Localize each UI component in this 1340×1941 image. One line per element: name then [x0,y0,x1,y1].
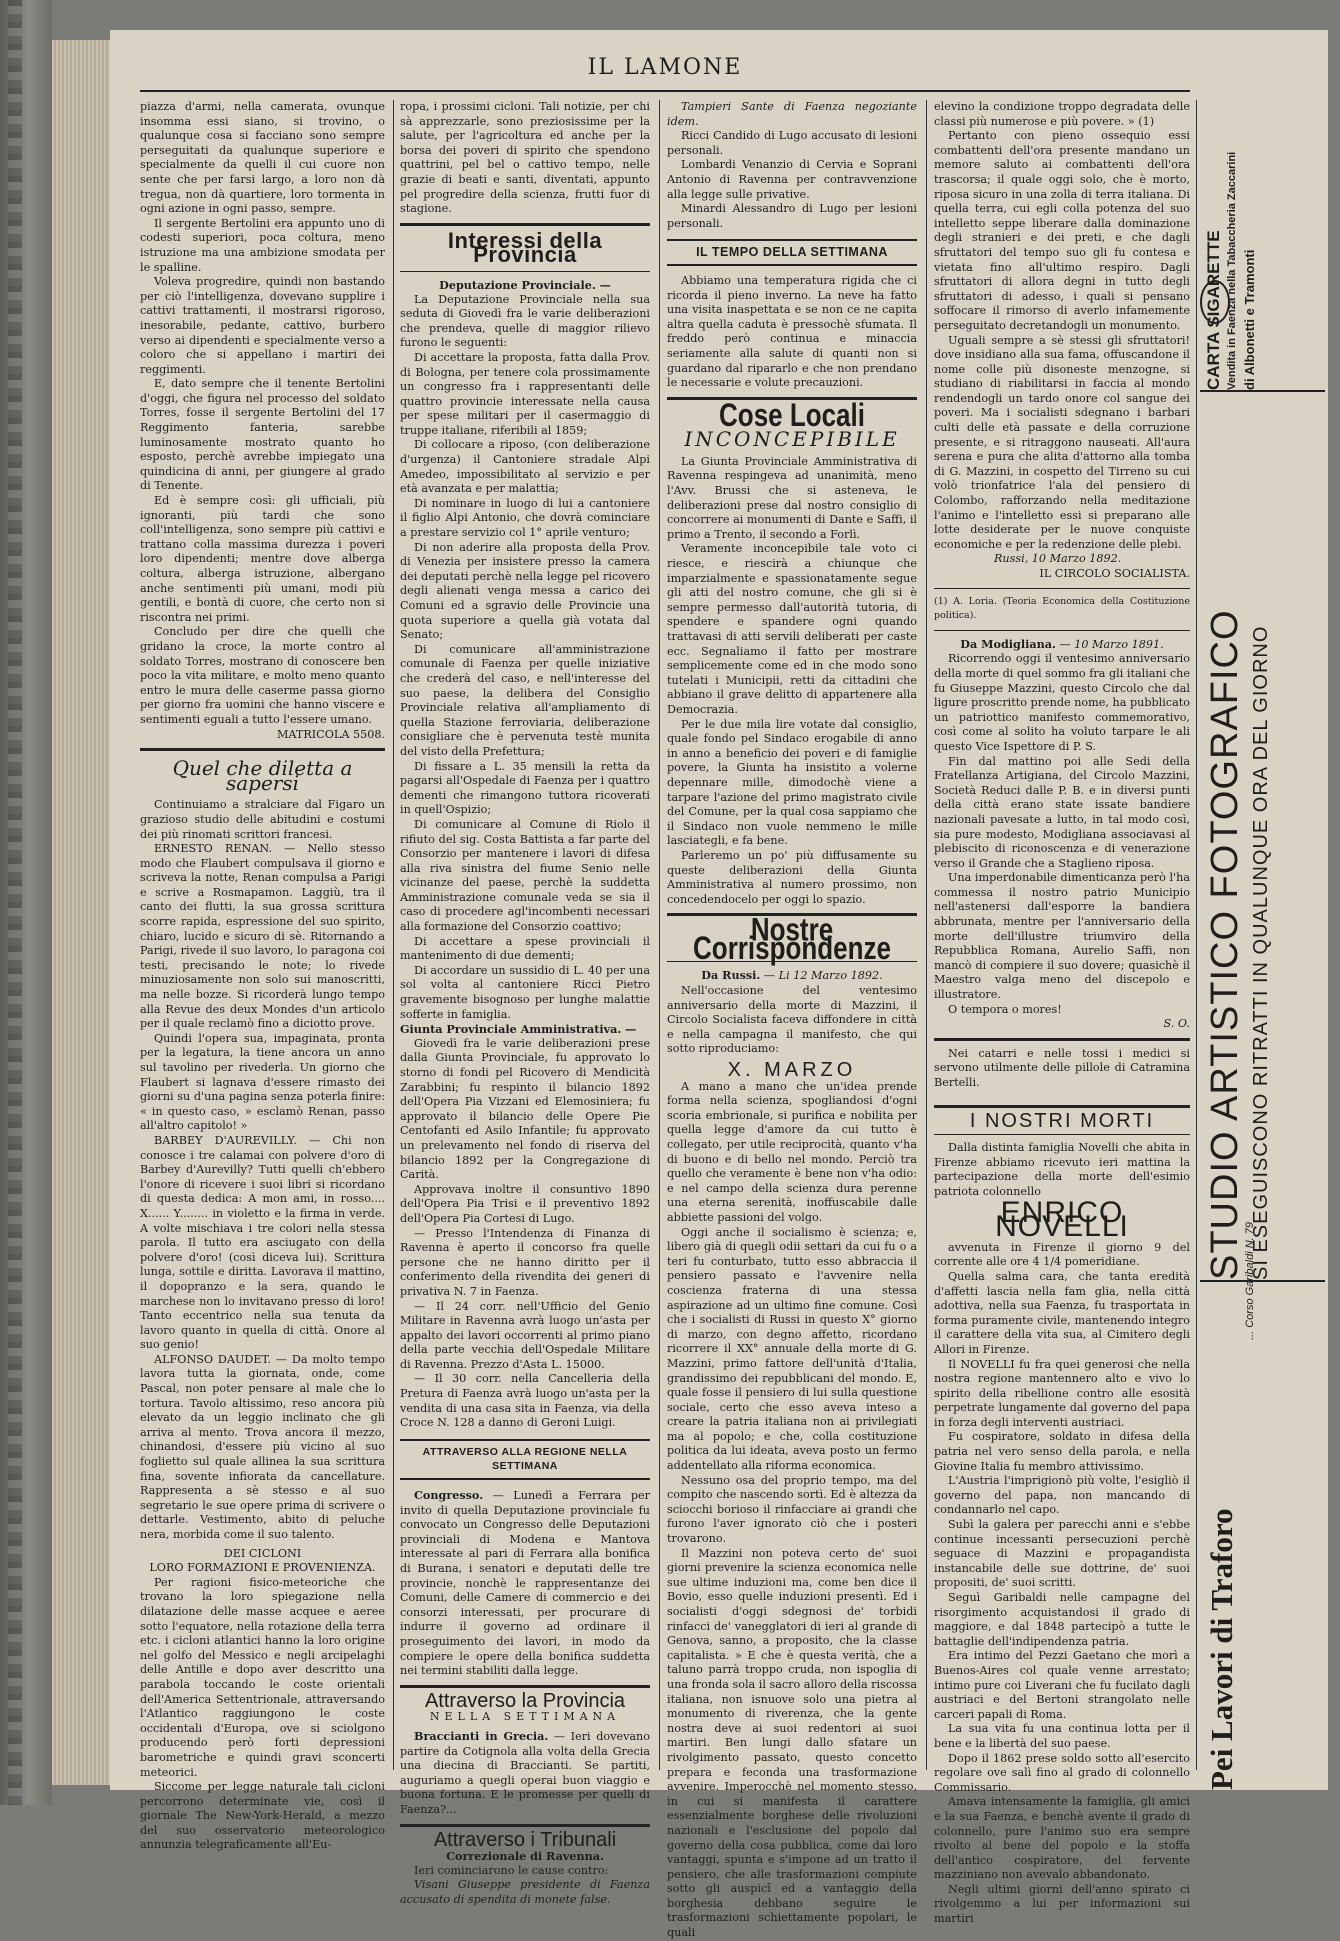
paragraph: Il NOVELLI fu fra quei generosi che nella nostra regione mantennero alto e vivo lo spirito della ribellione contro alle esosità perpetrate lungamente dal governo del papa in forza degli interventi austriaci. [934,1357,1190,1429]
section-title: Interessi della Provincia [447,227,603,268]
paragraph: Di non aderire alla proposta della Prov. di Venezia per insistere presso la camera dei deputati perchè nella legge pel ricovero degli alienati venga messa a carico dei Comuni ed a sgravio delle Provincie una quota superiore a quella già votata dal Senato; [400,540,650,642]
paragraph: La Giunta Provinciale Amministrativa di Ravenna respingeva ad unanimità, meno l'Avv. Brussi che si asteneva, le deliberazioni prese dal nostro consiglio di concorrere ai monumenti di Dante e Saffi, il primo a Trento, il secondo a Forlì. [667,454,917,541]
paragraph: Di accettare la proposta, fatta dalla Prov. di Bologna, per tenere cola prossimamente un congresso fra i rappresentanti delle quattro provincie interessate nella causa per spese militari per il casermaggio di truppe italiane, riferibili al 1859; [400,350,650,437]
section-title: Quel che diletta a sapersi [172,756,353,795]
paragraph: Di comunicare all'amministrazione comunale di Faenza per quelle iniziative che crederà del caso, e nell'interesse del suo paese, la delibera del Consiglio Provinciale relativa all'ampliamento di quella Stazione ferroviaria, deliberazione consigliare che è pervenuta testè munita del visto della Prefettura; [400,642,650,758]
paragraph: Di collocare a riposo, (con deliberazione d'urgenza) il Cantoniere stradale Alpi Amedeo, impossibilitato al servizio e per età avanzata e per malattia; [400,438,650,496]
paragraph: Una imperdonabile dimenticanza però l'ha commessa il nostro patrio Municipio nell'astenersi dall'esporre la bandiera abbrunata, mentre per l'anniversario della morte dell'illustre triumviro della Repubblica Romana, Aurelio Saffi, non mancò di compiere il suo dovere; quasichè il Maestro valga meno del discepolo e illustratore. [934,871,1190,1002]
subheading: Congresso. [414,1488,484,1503]
section-title: ATTRAVERSO ALLA REGIONE NELLA SETTIMANA [400,1439,650,1480]
paragraph: Ricorrendo oggi il ventesimo anniversario della morte di quel sommo fra gli italiani che fu Giuseppe Mazzini, questo Circolo che dal ligure proscritto prende nome, ha pubblicato un patriottico manifesto commemorativo, così come al solito ha voluto tarpare le ali questo Vice Ispettore di P. S. [934,652,1190,753]
ad-traforo: Pei Lavori di Traforo [1204,1508,1239,1790]
paragraph: Nell'occasione del ventesimo anniversario della morte di Mazzini, il Circolo Socialista faceva diffondere in città e nella campagna il manifesto, che qui sotto riproduciamo: [667,984,917,1056]
paragraph: Negli ultimi giorni dell'anno spirato ci rivolgemmo a lui per informazioni sui martiri [934,1882,1190,1926]
column-3 [667,100,917,1940]
book-binding [0,0,52,1805]
advertisement-column [1200,100,1325,1790]
paragraph-text: — Ieri dovevano partire da Cotignola alla volta della Grecia una diecina di Braccianti. Se partiti, auguriamo a quegli operai buon viaggio e buona fortuna. E le promesse per quelli di Faenza?... [400,1729,650,1816]
paragraph [400,1729,650,1818]
paragraph: Per ragioni fisico-meteoriche che trovano la loro spiegazione nella dilatazione delle masse acquee e aeree sotto l'equatore, nella rotazione della terra etc. i cicloni atlantici hanno la loro origine nel golfo del Messico e negli arcipelaghi delle Antille e dopo aver descritto una parabola toccando le coste orientali dell'America Settentrionale, attraversando l'Atlantico raggiungono le coste occidentali d'Europa, ove si sciolgono producendo però forti depressioni barometriche e quindi gravi sconcerti meteorici. [140,1575,385,1779]
paragraph: Fu cospiratore, soldato in difesa della patria nel vero senso della parola, e nella Giovine Italia fu membro attivissimo. [934,1430,1190,1473]
section-title: Attraverso la Provincia [424,1689,626,1712]
ad-carta-sub: di Albonetti e Tramonti [1242,249,1257,390]
newspaper-page [110,30,1328,1940]
paragraph: Nessuno osa del proprio tempo, ma del compito che nascendo sortì. Ed è altezza da sciocchi borioso il rinfacciare ai grandi che furono l'aver ignorato ciò che i posteri trovarono. [667,1473,917,1546]
section-title: Cose Locali [719,395,865,434]
ad-divider [1200,390,1325,392]
paragraph: ropa, i prossimi cicloni. Tali notizie, per chi sà apprezzarle, sono preziosissime per la salute, per l'agricoltura ed anche per la borsa dei poveri di spirito che spendono quattrini, pel bel o cattivo tempo, nelle grazie di beati e santi, diventati, appunto pel progredire della scienza, frutti fuor di stagione. [400,100,650,216]
paragraph: Fin dal mattino poi alle Sedi della Fratellanza Artigiana, del Circolo Mazzini, Società Reduci dalle P. B. e in diversi punti della città erano state issate bandiere nazionali pavesate a lutto, in tal modo così, sia pure modesto, Modigliana associavasi al plebiscito di riconoscenza e di venerazione verso il Grande che a Staglieno riposa. [934,754,1190,870]
signature: MATRICOLA 5508. [276,727,385,741]
notice: Nei catarri e nelle tossi i medici si servono utilmente delle pillole di Catramina Bertelli. [934,1046,1190,1089]
section-title: Attraverso i Tribunali [433,1828,617,1851]
article-title: X. MARZO [727,1059,857,1082]
paragraph: ALFONSO DAUDET. — Da molto tempo lavora tutta la giornata, onde, come Pascal, non poter pensare al male che lo tortura. Tavolo altissimo, reso ancora più elevato da un leggio inclinato che gli arriva al mento. Trova ancora il mezzo, chinandosi, d'essere più vicino al suo foglietto sul quale allinea la sua scrittura fina, sovente infiorata da cancellature. Rappresenta a sè stesso e al suo segretario le sue opere prima di scrivere o dettarle. Vestimento, abito di peluche nera, morbida come il suo talento. [140,1352,385,1541]
paragraph: BARBEY D'AUREVILLY. — Chi non conosce i tre calamai con polvere d'oro di Barbey d'Aurevilly? Tutti quelli ch'ebbero l'onore di ricevere i suoi libri si ricordano di questa dedica: A mon ami, in rosso.... X...... Y........ in violetto e la firma in verde. A volte mischiava i tre colori nella stessa parola. Il tutto era asciugato con della polvere d'oro! (così diceva lui). Scrittura lunga, sottile e diritta. Lavorava il mattino, il dopopranzo e la sera, quando le marchese non lo invitavano presso di loro! Tanto eccentrico nella sua tenuta da lavoro quanto in quella di città. Onore al suo genio! [140,1133,385,1352]
paragraph: Tampieri Sante di Faenza negoziante idem. [667,100,917,128]
column-rule [393,100,394,1770]
place-date: Russi, 10 Marzo 1892. [994,552,1122,566]
footnote: (1) A. Loria. (Teoria Economica della Costituzione politica). [934,595,1190,622]
subheading: Braccianti in Grecia. [414,1728,549,1743]
divider [934,1134,1190,1135]
paragraph: Dalla distinta famiglia Novelli che abita in Firenze abbiamo ricevuto ieri mattina la partecipazione della morte dell'esimio patriota colonnello [934,1141,1190,1198]
dateline-date: — 10 Marzo 1891. [1059,637,1164,651]
paragraph: Uguali sempre a sè stessi gli sfruttatori! dove insidiano alla sua fama, offuscandone il nome colle più disoneste menzogne, si studiano di riabilitarsi in faccia al mondo rendendogli un tardo onore col sangue dei poveri. Ma i socialisti sdegnano i barbari culti delle età passate e della corruzione presente, e si ritraggono nauseati. All'aura serena e pura che alita d'attorno alla tomba di G. Mazzini, in cospetto del Tirreno su cui volò trionfatrice l'ala del pensiero di Colombo, rafforzando nella meditazione l'animo e l'intelletto essi si preparano alle lotte desiderate per le nuove conquiste economiche e per la redenzione delle plebi. [934,333,1190,551]
paragraph: Ed è sempre così: gli ufficiali, più ignoranti, più tardi che sono coll'intelligenza, sono sempre più cattivi e trattano colla massima durezza i poveri loro dipendenti; mentre dove alberga coltura, alberga istruzione, albergano anche sentimenti più umani, modi più gentili, e bontà di cuore, che certo non si riscontra nei primi. [140,494,385,624]
section-title: Nostre Corrispondenze [693,910,891,967]
subheading: Correzionale di Ravenna. [446,1849,604,1864]
paragraph: Subì la galera per parecchi anni e s'ebbe continue incessanti persecuzioni perchè seguace di Mazzini e propagandista instancabile delle sue dottrine, de' suoi propositi, de' suoi scritti. [934,1518,1190,1590]
ad-ritratti: SI ESEGUISCONO RITRATTI IN QUALUNQUE ORA DEL GIORNO [1250,625,1272,1280]
paragraph: Di fissare a L. 35 mensili la retta da pagarsi all'Ospedale di Faenza per i quattro dementi che rimangono tuttora ricoverati in quell'Ospizio; [400,759,650,817]
ad-carta-sub: Vendita in Faenza nella Tabaccheria Zaccarini [1226,151,1238,390]
paragraph: Il sergente Bertolini era appunto uno di codesti superiori, poca coltura, meno istruzione ma una ambizione smodata per le spalline. [140,216,385,274]
paragraph: Abbiamo una temperatura rigida che ci ricorda il pieno inverno. La neve ha fatto una visita inaspettata e se non ce ne capita altra quella caduta è pressochè sfumata. Il freddo però continua e minaccia seriamente alla salute di quanti non si guardano dal ripararlo e che non prendano le necessarie e volute precauzioni. [667,273,917,390]
paragraph: Di nominare in luogo di lui a cantoniere il figlio Alpi Antonio, che dovrà cominciare a prestare servizio col 1° aprile venturo; [400,496,650,540]
paragraph: La sua vita fu una continua lotta per il bene e la libertà del suo paese. [934,1722,1190,1750]
article-title: INCONCEPIBILE [684,427,900,452]
column-4 [934,100,1190,1926]
column-rule [1196,100,1197,1770]
paragraph: Era intimo del Pezzi Gaetano che morì a Buenos-Aires col quale venne arrestato; intimo pure coi Liverani che fu fucilato dagli austriaci e del Bertoni strangolato nelle carceri papali di Roma. [934,1649,1190,1721]
ad-divider [1200,1280,1325,1282]
paragraph: Veramente inconcepibile tale voto ci riesce, e riescirà a chiunque che imparzialmente e spassionatamente segue gli atti del nostro comune, che gli si è sempre permesso dall'autorità tutoria, di spendere e spandere ogni quando trattavasi di atti servili deliberati per caste ecc. Segnaliamo il fatto per mostrare semplicemente come ed in che modo sono tutelati i Municipii, retti da cittadini che abbiano il grave delitto di appartenere alla Democrazia. [667,542,917,716]
paragraph: Giovedì fra le varie deliberazioni prese dalla Giunta Provinciale, fu approvato lo storno di fondi pel Ricovero di Mendicità Zarabbini; fu respinto il bilancio 1892 dell'Opera Pia Vizzani ed Elemosiniera; fu approvato il bilancio delle Opere Pie Centofanti ed Asilo Infantile; fu approvato un prelevamento nel fondo di riserva del bilancio 1892 per la Congregazione di Carità. [400,1036,650,1182]
paragraph: Approvava inoltre il consuntivo 1890 dell'Opera Pia Trisi e il preventivo 1892 dell'Opera Pia Cortesi di Lugo. [400,1182,650,1225]
paragraph: Quindi l'opera sua, impaginata, pronta per la legatura, la tiene ancora un anno sul tavolino per rivederla. Un giorno che Flaubert si lagnava d'essere rimasto dei giorni su d'una pagina senza poterla finire: « in questo caso, » esclamò Renan, passo all'altro capitolo! » [140,1031,385,1133]
paragraph: ERNESTO RENAN. — Nello stesso modo che Flaubert compulsava il giorno e scriveva la notte, Renan compulsa a Parigi e scrive a Rosmapamon. Laggiù, tra il canto dei flutti, la sua grossa scrittura scorre rapida, espressione del suo spirito, chiaro, lucido e sicuro di sè. Ritornando a Parigi, rivede il suo lavoro, lo paragona coi testi, precisando le note; lo rivede minuziosamente non solo sui manoscritti, ma nelle bozze. Si ricorderà lungo tempo alla Revue des deux Mondes d'un articolo per il quale reclamò fino a diciotto prove. [140,842,385,1031]
paragraph: elevino la condizione troppo degradata delle classi più numerose e più povere. » (1) [934,100,1190,128]
paragraph: piazza d'armi, nella camerata, ovunque insomma essi siano, si trovino, o qualunque cosa si facciano sono sempre perseguitati da qualunque superiore e specialmente da quelli il cui cuore non sente che per farsi largo, a loro non dà tregua, non dà quartiere, loro tormenta in ogni azione in ogni passo, sempre. [140,100,385,216]
signature: IL CIRCOLO SOCIALISTA. [1039,567,1190,580]
paragraph: Di accettare a spese provinciali il mantenimento di due dementi; [400,934,650,963]
paragraph: Siccome per legge naturale tali cicloni percorrono determinate vie, così il giornale The New-York-Herald, a mezzo del suo osservatorio meteorologico annunzia telegraficamente all'Eu- [140,1780,385,1852]
section-title: IL TEMPO DELLA SETTIMANA [667,239,917,266]
section-title: I NOSTRI MORTI [969,1109,1155,1132]
paragraph: Minardi Alessandro di Lugo per lesioni personali. [667,202,917,230]
paragraph: Pertanto con pieno ossequio essi combattenti dell'ora presente mandano un memore saluto ai combattenti dell'ora trascorsa; il quale oggi solo, che è morto, riposa sicuro in una zolla di terra italiana. Di quella terra, cui egli colla potenza del suo intelletto seppe liberare dalla dominazione degli stranieri e dei preti, e che dagli sfruttatori del tempo suo gli fu contesa e vietata fino all'ultimo respiro. Dagli sfruttatori di allora degni in tutto degli sfruttatori di adesso, i quali si pensano soffocare il rimorso di averlo infamemente perseguitato decretandogli un monumento. [934,129,1190,332]
paragraph: O tempora o mores! [948,1002,1062,1016]
paragraph: Concludo per dire che quelli che gridano la croce, la morte contro al soldato Torres, mostrano di conoscere ben poco la vita militare, e molto meno quanto entro le mura delle caserme passa giorno per giorno fra uomini che hanno viscere e sentimenti eguali a tutto l'essere umano. [140,625,385,726]
column-1 [140,100,385,1852]
paragraph: Per le due mila lire votate dal consiglio, quale fondo pel Sindaco erogabile di anno in anno a beneficio dei poveri e di famiglie povere, la Giunta ha insistito a volerne depennare mille, dimodochè viene a tarpare l'azione del primo magistrato civile del Comune, per la qual cosa sappiamo che il Sindaco non vuole nemmeno le mille lasciategli, e fa bene. [667,717,917,848]
paragraph: Ieri cominciarono le cause contro: [414,1863,609,1877]
column-2 [400,100,650,1906]
divider [140,748,385,751]
dateline [934,637,1190,653]
paragraph: Voleva progredire, quindi non bastando per ciò l'intelligenza, dovevano supplire i cattivi trattamenti, il mostrarsi rigoroso, inesorabile, pedante, cattivo, burbero verso ai dipendenti e specialmente verso a coloro che si appellano i martiri dei reggimenti. [140,275,385,376]
divider [934,1105,1190,1108]
paragraph: Amava intensamente la famiglia, gli amici e la sua Faenza, e benchè avente il grado di colonnello, pure l'animo suo era sempre rivolto al bene del popolo e la stoffa dell'antico cospiratore, del fervente mazziniano non avevalo abbandonato. [934,1795,1190,1882]
ad-traforo-sub: ... Corso Garibaldi N. 79 [1244,1222,1256,1340]
paragraph: avvenuta in Firenze il giorno 9 del corrente alle ore 4 1/4 pomeridiane. [934,1240,1190,1269]
paragraph: Dopo il 1862 prese soldo sotto all'esercito regolare ove salì fino al grado di colonnello Commissario. [934,1751,1190,1794]
paragraph: E, dato sempre che il tenente Bertolini d'oggi, che figura nel processo del soldato Torres, fosse il sergente Bertolini del 17 Reggimento fanteria, sarebbe luminosamente mostrato quanto ho esposto, perchè avrebbe impiegato una quindicina di anni, per giungere al grado di Tenente. [140,377,385,493]
article-subtitle: LORO FORMAZIONI E PROVENIENZA. [149,1561,376,1575]
ad-studio-fotografico: STUDIO ARTISTICO FOTOGRAFICO [1204,609,1246,1280]
divider [400,271,650,272]
paragraph: — Il 24 corr. nell'Ufficio del Genio Militare in Ravenna avrà luogo un'asta per appalto dei lavori occorrenti al primo piano della parte vecchia dell'Ospedale Militare di Ravenna. Prezzo d'Asta L. 15000. [400,1299,650,1371]
page-edge [52,40,110,1785]
dateline-date: — Li 12 Marzo 1892. [763,969,883,983]
divider [400,1824,650,1827]
signature: S. O. [1163,1017,1190,1031]
ad-carta-sigarette: CARTA SIGARETTE [1204,230,1223,390]
paragraph: Visani Giuseppe presidente di Faenza accusato di spendita di monete false. [400,1878,650,1906]
paragraph [400,1488,650,1679]
subheading: Deputazione Provinciale. — [439,277,611,292]
paragraph: A mano a mano che un'idea prende forma nella scienza, spogliandosi d'ogni scoria embrionale, si purifica e nobilita per quella legge d'amore da cui tutto è collegato, per utile reciprocità, quanto v'ha di buono e di bello nel mondo. Perciò tra quello che veramente è bene non v'ha odio: e nel campo della scienza dura perenne una eterna serenità, inoffuscabile dalle abbiette passioni del volgo. [667,1079,917,1224]
masthead: IL LAMONE [587,55,743,80]
dateline-place: Da Russi. [701,968,761,983]
paragraph: — Presso l'Intendenza di Finanza di Ravenna è aperto il concorso fra quelle persone che ne hanno diritto per il conferimento della rivendita dei generi di privativa N. 7 in Faenza. [400,1226,650,1298]
divider [934,630,1190,631]
subheading: Giunta Provinciale Amministrativa. — [400,1022,637,1037]
paragraph: Di accordare un sussidio di L. 40 per una sol volta al cantoniere Ricci Pietro gravemente bisognoso per lunghe malattie sofferte in famiglia. [400,963,650,1021]
paragraph: Ricci Candido di Lugo accusato di lesioni personali. [667,129,917,157]
paragraph: Continuiamo a stralciare dal Figaro un grazioso studio delle abitudini e costumi dei più rinomati scrittori francesi. [140,798,385,841]
section-subtitle: NELLA SETTIMANA [429,1710,621,1724]
divider [400,1685,650,1688]
paragraph: — Il 30 corr. nella Cancelleria della Pretura di Faenza avrà luogo un'asta per la vendita di una casa sita in Faenza, via della Croce N. 128 a danno di Geroni Luigi. [400,1372,650,1430]
paragraph: La Deputazione Provinciale nella sua seduta di Giovedì fra le varie deliberazioni che prendeva, quelle di maggior rilievo furono le seguenti: [400,292,650,350]
divider [934,1038,1190,1041]
masthead-rule [140,90,1190,92]
paragraph: Di comunicare al Comune di Riolo il rifiuto del sig. Costa Battista a far parte del Consorzio per mantenere i lavori di difesa alla riva sinistra del fiume Senio nelle vicinanze del paese, perchè la suddetta Amministrazione comunale veda se sia il caso di procedere agl'incombenti necessari alla formazione del Consorzio coattivo; [400,817,650,934]
column-rule [659,100,660,1770]
paragraph: Quella salma cara, che tanta eredità d'affetti lascia nella fam glia, nella città adottiva, nella sua Faenza, fu trasportata in forma puramente civile, mantenendo integro il carattere della vita sua, al Cimitero degli Allori in Firenze. [934,1269,1190,1356]
ad-logo-icon [1200,280,1230,324]
article-title: DEI CICLONI [223,1546,302,1560]
paragraph: Seguì Garibaldi nelle campagne del risorgimento acquistandosi il grado di maggiore, e dal 1848 partecipò a tutte le battaglie dell'indipendenza patria. [934,1591,1190,1648]
divider [934,588,1190,589]
dateline-place: Da Modigliana. [960,636,1056,651]
paragraph-text: — Lunedì a Ferrara per invito di quella Deputazione provinciale fu convocato un Congresso delle Deputazioni provinciali di Modena e Mantova interessate al pari di Ferrara alla bonifica di Burana, i senatori e deputati delle tre provincie, nonchè le rappresentanze dei Comuni, delle Camere di commercio e dei consorzi interessati, per procurare di indurre il governo ad ordinare il proseguimento dei lavori, in modo da compiere le opere della bonifica suddetta nei termini stabiliti dalla legge. [400,1489,650,1678]
dateline [667,968,917,984]
paragraph: Lombardi Venanzio di Cervia e Soprani Antonio di Ravenna per contravvenzione alla legge sulle privative. [667,158,917,201]
paragraph: Oggi anche il socialismo è scienza; e, libero già di quegli odii settari da cui fu o a teri fu conturbato, tutto esso abbraccia il pensiero passato e l'avvenire nella coscienza fraterna di una stessa aspirazione ad un ultimo fine comune. Così che i socialisti di Russi in questo X° giorno di marzo, con degno affetto, ricordano ricorrere il XX° annuale della morte di G. Mazzini, primo fattore dell'unità d'Italia, grandissimo dei repubblicani del mondo. E, quale fosse il pensiero di lui sulla questione sociale, certo che esso aveva inteso a creare la patria italiana non ai privilegiati ma al popolo; e che, colla costituzione politica da lui ideata, aveva posto un fermo addentellato alla riforma economica. [667,1225,917,1473]
paragraph: Parleremo un po' più diffusamente su queste deliberazioni della Giunta Amministrativa al numero prossimo, non concedendocelo per oggi lo spazio. [667,848,917,906]
deceased-name: ENRICO NOVELLI [995,1195,1129,1244]
paragraph: Il Mazzini non poteva certo de' suoi giorni prevenire la scienza economica nelle sue ultime induzioni ma, come ben dice il Bovio, esso quelle induzioni presentì. Ed i socialisti d'oggi sdegnosi de' torbidi rinfacci de' vanegglatori di ieri al grande di Genova, sanno, a proposito, che la classe capitalista. » E che è questa verità, che a taluno parrà troppo cruda, non ispoglia di una fronda sola il sacro alloro della riscossa italiana, non isnuove solo una pietra al monumento di riverenza, che la gente nostra deve ai suoi redentori ai suoi martiri. Ben lungi dallo sfatare un rivolgimento passato, questo concetto prepara e feconda una trasformazione avvenire. Imperocchè nel momento stesso, in cui si manifesta il carattere essenzialmente borghese delle rivoluzioni nazionali e l'esclusione del popolo dal governo della cosa pubblica, come dai loro vantaggi, spunta e s'impone ad un tratto il pensiero, che alle trasformazioni compiute sotto gli auspicî ed a vantaggio della borghesia debbano seguire le trasformazioni schiettamente popolari, le quali [667,1546,917,1940]
divider [400,223,650,226]
column-rule [926,100,927,1770]
paragraph: L'Austria l'imprigionò più volte, l'esigliò il governo del papa, non mancando di condannarlo nel capo. [934,1474,1190,1517]
